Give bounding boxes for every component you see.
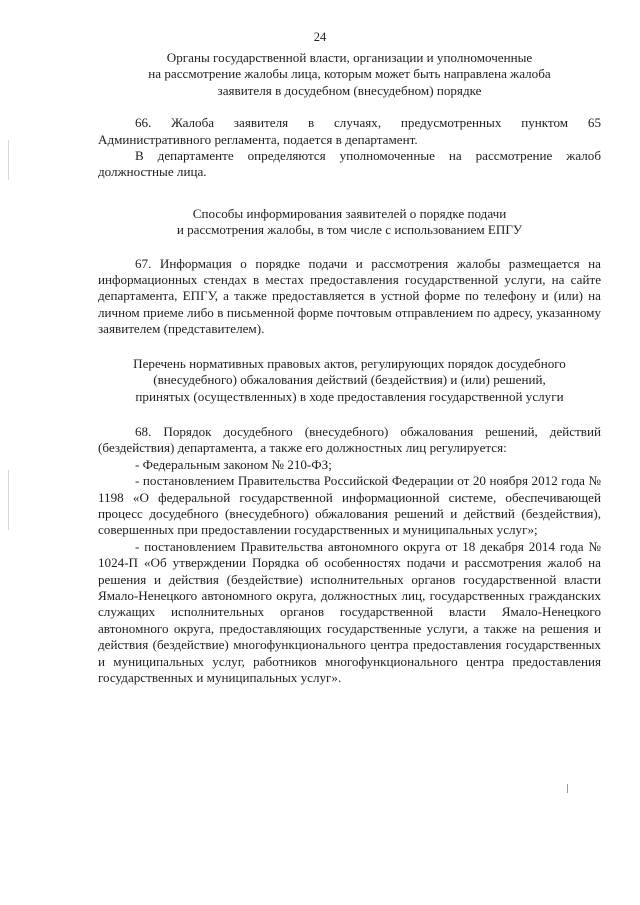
heading-line: и рассмотрения жалобы, в том числе с использованием ЕПГУ xyxy=(176,222,523,238)
paragraph-68: 68. Порядок досудебного (внесудебного) обжалования решений, действий (бездействия) департамента, а также его должностных лиц регулируется: xyxy=(98,423,601,456)
paragraph-67: 67. Информация о порядке подачи и рассмотрения жалобы размещается на информационных стендах в местах предоставления государственной услуги, на сайте департамента, ЕПГУ, а также предоставляется в устной форме по телефону и (или) на личном приеме либо в письменной форме почтовым отправлением по адресу, указанному заявителем (представителем). xyxy=(98,255,601,337)
paragraph-66-continued: В департаменте определяются уполномоченные на рассмотрение жалоб должностные лица. xyxy=(98,148,601,180)
scan-edge-mark xyxy=(8,140,9,180)
heading-line: (внесудебного) обжалования действий (бездействия) и (или) решений, xyxy=(153,372,546,388)
heading-line: заявителя в досудебном (внесудебном) порядке xyxy=(217,82,482,98)
list-item-federal-law: - Федеральным законом № 210-ФЗ; xyxy=(135,456,332,472)
section-heading-legal-acts xyxy=(98,356,601,405)
scan-edge-mark xyxy=(8,470,9,530)
heading-line: Перечень нормативных правовых актов, регулирующих порядок досудебного xyxy=(133,355,566,371)
section-heading-complaint-bodies xyxy=(98,50,601,99)
page-number: 24 xyxy=(313,30,327,44)
paragraph-66: 66. Жалоба заявителя в случаях, предусмотренных пунктом 65 Административного регламента, подается в департамент. xyxy=(98,115,601,147)
heading-line: на рассмотрение жалобы лица, которым может быть направлена жалоба xyxy=(148,66,551,82)
heading-line: Органы государственной власти, организации и уполномоченные xyxy=(166,50,533,65)
list-item-government-resolution-1198: - постановлением Правительства Российской Федерации от 20 ноября 2012 года № 1198 «О федеральной государственной информационной системе, обеспечивающей процесс досудебного (внесудебного) обжалования решений и действий (бездействия), совершенных при предоставлении государственных и муниципальных услуг»; xyxy=(98,473,601,538)
document-body xyxy=(98,50,601,686)
heading-line: Способы информирования заявителей о порядке подачи xyxy=(192,205,507,221)
list-item-regional-resolution-1024: - постановлением Правительства автономного округа от 18 декабря 2014 года № 1024-П «Об утверждении Порядка об особенностях подачи и рассмотрения жалоб на решения и действия (бездействие) исполнительных органов государственной власти Ямало-Ненецкого автономного округа, должностных лиц, государственных гражданских служащих исполнительных органов государственной власти Ямало-Ненецкого автономного округа, предоставляющих государственные услуги, а также на решения и действия (бездействие) многофункционального центра предоставления государственных и муниципальных услуг, работников многофункционального центра предоставления государственных и муниципальных услуг». xyxy=(98,538,601,685)
scan-artifact-mark xyxy=(567,784,568,793)
section-heading-informing-methods xyxy=(98,206,601,239)
heading-line: принятых (осуществленных) в ходе предоставления государственной услуги xyxy=(135,388,564,404)
